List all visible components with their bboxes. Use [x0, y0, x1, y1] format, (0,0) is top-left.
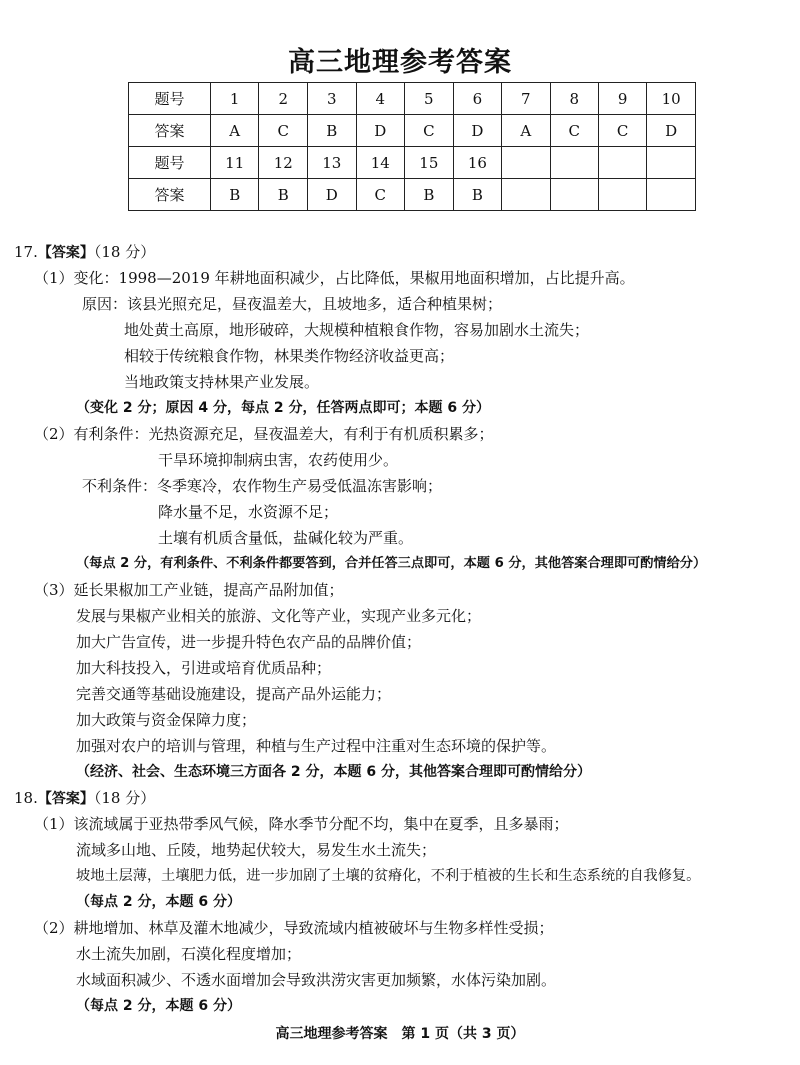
table-cell — [550, 179, 598, 211]
table-cell: C — [259, 115, 308, 147]
table-cell — [647, 147, 696, 179]
q18-score: （18 分） — [93, 789, 156, 807]
q18-p2-item1: （2）耕地增加、林草及灌木地减少，导致流域内植被破坏与生物多样性受损； — [34, 919, 554, 937]
table-cell: B — [453, 179, 502, 211]
table-row-header: 题号 — [129, 83, 211, 115]
q17-p2-favorable1: （2）有利条件：光热资源充足，昼夜温差大，有利于有机质积累多； — [34, 425, 494, 443]
q17-p1-change: （1）变化：1998—2019 年耕地面积减少，占比降低，果椒用地面积增加，占比提升高。 — [34, 269, 635, 287]
page-title: 高三地理参考答案 — [288, 47, 512, 78]
table-row-header: 题号 — [129, 147, 211, 179]
q17-p3-score: （经济、社会、生态环境三方面各 2 分，本题 6 分，其他答案合理即可酌情给分） — [76, 764, 591, 780]
table-cell: B — [308, 115, 357, 147]
table-row — [129, 115, 696, 147]
table-cell: A — [210, 115, 259, 147]
q17-score: （18 分） — [93, 243, 156, 261]
table-cell: C — [598, 115, 646, 147]
table-cell: C — [405, 115, 454, 147]
q17-p2-unfavorable1: 不利条件：冬季寒冷，农作物生产易受低温冻害影响； — [82, 477, 443, 495]
q17-p1-reason1: 原因：该县光照充足，昼夜温差大，且坡地多，适合种植果树； — [82, 295, 503, 313]
table-cell — [647, 179, 696, 211]
q17-p3-item7: 加强对农户的培训与管理，种植与生产过程中注重对生态环境的保护等。 — [76, 737, 557, 755]
table-cell: B — [259, 179, 308, 211]
table-row — [129, 147, 696, 179]
q17-p1-reason3: 相较于传统粮食作物，林果类作物经济收益更高； — [124, 347, 455, 365]
q17-header — [14, 242, 800, 263]
table-cell: 8 — [550, 83, 598, 115]
table-cell — [598, 147, 646, 179]
table-cell: 2 — [259, 83, 308, 115]
q18-p1-score: （每点 2 分，本题 6 分） — [76, 894, 241, 910]
q17-p2-favorable2: 干旱环境抑制病虫害，农药使用少。 — [158, 451, 399, 469]
q18-p2-score: （每点 2 分，本题 6 分） — [76, 998, 241, 1014]
table-cell: D — [308, 179, 357, 211]
q18-p2-item3: 水域面积减少、不透水面增加会导致洪涝灾害更加频繁，水体污染加剧。 — [76, 971, 557, 989]
table-cell: B — [405, 179, 454, 211]
q17-answer-tag: 【答案】 — [37, 245, 94, 261]
q17-p1-reason4: 当地政策支持林果产业发展。 — [124, 373, 320, 391]
q18-header — [14, 788, 800, 809]
q17-p2-unfavorable3: 土壤有机质含量低，盐碱化较为严重。 — [158, 529, 414, 547]
q18-answer-tag: 【答案】 — [37, 791, 94, 807]
table-cell: 12 — [259, 147, 308, 179]
table-cell: 4 — [356, 83, 405, 115]
answer-table — [128, 82, 696, 211]
q17-p2-unfavorable2: 降水量不足，水资源不足； — [158, 503, 339, 521]
table-cell: D — [453, 115, 502, 147]
q17-p2-score: （每点 2 分，有利条件、不利条件都要答到，合并任答三点即可，本题 6 分，其他答案合理即可酌情给分） — [76, 556, 707, 571]
table-cell: 10 — [647, 83, 696, 115]
table-row-header: 答案 — [129, 179, 211, 211]
table-cell: 3 — [308, 83, 357, 115]
table-cell: D — [647, 115, 696, 147]
table-cell: B — [210, 179, 259, 211]
table-row — [129, 83, 696, 115]
table-cell: 5 — [405, 83, 454, 115]
table-cell: 11 — [210, 147, 259, 179]
table-cell — [598, 179, 646, 211]
table-cell: 13 — [308, 147, 357, 179]
table-cell: 7 — [502, 83, 550, 115]
q17-p1-reason2: 地处黄土高原，地形破碎，大规模种植粮食作物，容易加剧水土流失； — [124, 321, 590, 339]
q17-p3-item4: 加大科技投入，引进或培育优质品种； — [76, 659, 332, 677]
q17-p3-item1: （3）延长果椒加工产业链，提高产品附加值； — [34, 581, 344, 599]
q18-p1-item3: 坡地土层薄，土壤肥力低，进一步加剧了土壤的贫瘠化，不利于植被的生长和生态系统的自我修复。 — [76, 868, 701, 884]
q17-p3-item2: 发展与果椒产业相关的旅游、文化等产业，实现产业多元化； — [76, 607, 482, 625]
table-cell: D — [356, 115, 405, 147]
q17-p3-item6: 加大政策与资金保障力度； — [76, 711, 257, 729]
q18-p1-item2: 流域多山地、丘陵，地势起伏较大，易发生水土流失； — [76, 841, 437, 859]
table-cell — [502, 179, 550, 211]
q18-p2-item2: 水土流失加剧，石漠化程度增加； — [76, 945, 302, 963]
table-cell: 16 — [453, 147, 502, 179]
table-cell: 1 — [210, 83, 259, 115]
table-cell — [550, 147, 598, 179]
table-cell: C — [550, 115, 598, 147]
table-cell: 9 — [598, 83, 646, 115]
table-cell: 14 — [356, 147, 405, 179]
table-cell — [502, 147, 550, 179]
table-cell: A — [502, 115, 550, 147]
table-row — [129, 179, 696, 211]
q17-p1-score: （变化 2 分；原因 4 分，每点 2 分，任答两点即可；本题 6 分） — [76, 400, 490, 416]
q17-p3-item5: 完善交通等基础设施建设，提高产品外运能力； — [76, 685, 392, 703]
q17-number: 17. — [14, 243, 38, 261]
table-row-header: 答案 — [129, 115, 211, 147]
table-cell: C — [356, 179, 405, 211]
q18-number: 18. — [14, 789, 38, 807]
page-footer: 高三地理参考答案 第 1 页（共 3 页） — [275, 1026, 525, 1042]
q18-p1-item1: （1）该流域属于亚热带季风气候，降水季节分配不均，集中在夏季，且多暴雨； — [34, 815, 569, 833]
table-cell: 15 — [405, 147, 454, 179]
table-cell: 6 — [453, 83, 502, 115]
q17-p3-item3: 加大广告宣传，进一步提升特色农产品的品牌价值； — [76, 633, 422, 651]
